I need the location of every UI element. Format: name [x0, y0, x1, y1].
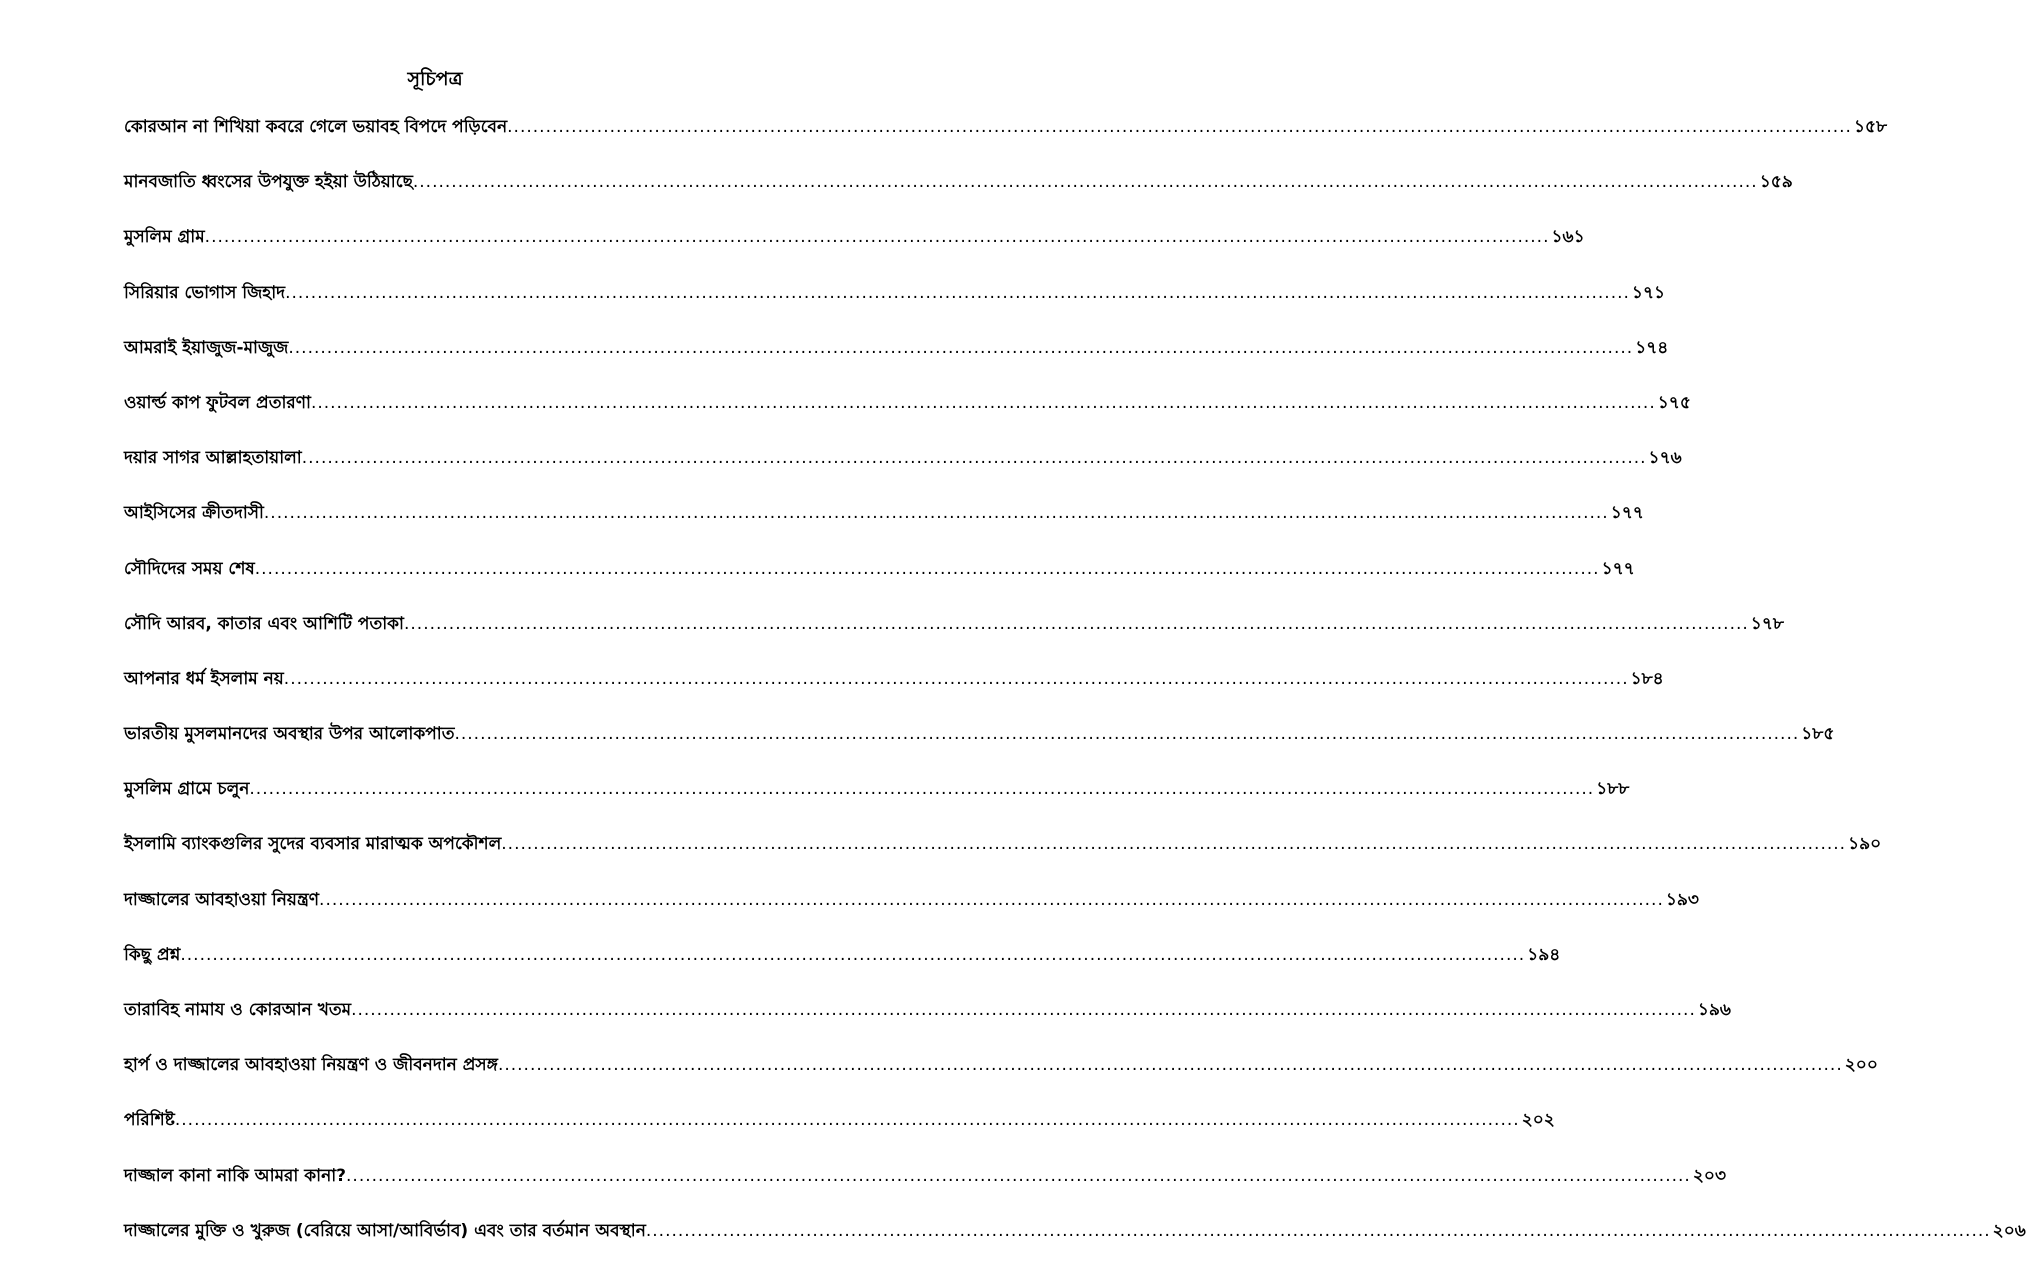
toc-entry: [124, 1105, 1555, 1160]
dot-leader: [180, 940, 1525, 970]
toc-entry: [124, 498, 1644, 553]
dot-leader: [346, 1161, 1691, 1191]
toc-entry-page: ১৯৩: [1665, 889, 1699, 910]
toc-entry: [124, 1216, 2026, 1271]
toc-entry-title: আমরাই ইয়াজুজ-মাজুজ: [124, 337, 289, 358]
toc-entry-page: ১৯৬: [1697, 1000, 1731, 1020]
toc-entry-page: ১৫৯: [1759, 172, 1793, 193]
dot-leader: [413, 167, 1758, 197]
toc-entry-page: ১৭৫: [1657, 392, 1691, 413]
toc-entry-title: তারাবিহ নামায ও কোরআন খতম: [124, 1000, 352, 1020]
toc-entry-page: ২০২: [1521, 1110, 1555, 1131]
toc-entry: [124, 443, 1682, 498]
toc-entry-page: ১৭৭: [1601, 558, 1635, 579]
toc-entry-page: ১৮৫: [1801, 724, 1835, 745]
page-title: সূচিপত্র: [407, 68, 463, 90]
toc-entry: [124, 333, 1669, 388]
dot-leader: [507, 112, 1852, 142]
toc-entry: [124, 1161, 1727, 1216]
toc-entry: [124, 885, 1699, 940]
toc-entry-page: ২০৬: [1992, 1220, 2026, 1241]
toc-entry-title: হার্প ও দাজ্জালের আবহাওয়া নিয়ন্ত্রণ ও জীবনদান প্রসঙ্গ: [124, 1055, 498, 1076]
dot-leader: [285, 278, 1630, 308]
dot-leader: [646, 1216, 1991, 1246]
toc-entry-page: ১৫৮: [1853, 117, 1888, 137]
toc-entry-title: ভারতীয় মুসলমানদের অবস্থার উপর আলোকপাত: [124, 724, 455, 745]
toc-entry-page: ১৭৪: [1635, 337, 1669, 358]
dot-leader: [302, 443, 1647, 473]
dot-leader: [175, 1105, 1520, 1135]
toc-entry-title: কিছু প্রশ্ন: [124, 944, 181, 965]
toc-entry: [124, 167, 1793, 222]
toc-entry-page: ১৬১: [1551, 227, 1585, 248]
toc-entry: [124, 554, 1635, 609]
dot-leader: [311, 388, 1656, 418]
dot-leader: [205, 222, 1550, 252]
toc-entry: [124, 222, 1585, 277]
toc-entry-title: কোরআন না শিখিয়া কবরে গেলে ভয়াবহ বিপদে পড়িবেন: [124, 117, 508, 137]
toc-entry-title: মুসলিম গ্রাম: [124, 227, 205, 248]
toc-entry-title: দাজ্জালের আবহাওয়া নিয়ন্ত্রণ: [124, 889, 320, 910]
toc-entry-title: ইসলামি ব্যাংকগুলির সুদের ব্যবসার মারাত্মক অপকৌশল: [124, 834, 502, 855]
toc-entry-title: মুসলিম গ্রামে চলুন: [124, 779, 250, 800]
dot-leader: [404, 609, 1749, 639]
toc-entry: [124, 995, 1731, 1050]
toc-entry: [124, 774, 1630, 829]
toc-entry-title: আইসিসের ক্রীতদাসী: [124, 503, 264, 524]
toc-entry-title: দাজ্জাল কানা নাকি আমরা কানা?: [124, 1165, 347, 1186]
toc-entry-page: ২০০: [1844, 1055, 1878, 1076]
dot-leader: [498, 1050, 1843, 1080]
dot-leader: [319, 885, 1664, 915]
toc-entry-page: ১৮৮: [1596, 779, 1630, 800]
toc-entry: [124, 940, 1561, 995]
dot-leader: [501, 829, 1846, 859]
dot-leader: [249, 774, 1594, 804]
toc-entry-page: ১৭৭: [1610, 503, 1644, 524]
table-of-contents: [124, 112, 2026, 1271]
toc-entry: [124, 609, 1784, 664]
toc-entry-title: দাজ্জালের মুক্তি ও খুরুজ (বেরিয়ে আসা/আবির্ভাব) এবং তার বর্তমান অবস্থান: [124, 1220, 646, 1241]
toc-entry-page: ২০৩: [1692, 1165, 1727, 1186]
toc-entry-page: ১৭১: [1631, 282, 1666, 303]
toc-entry-page: ১৯০: [1848, 834, 1882, 855]
dot-leader: [284, 664, 1629, 694]
toc-entry-title: সৌদিদের সময় শেষ: [124, 558, 255, 579]
dot-leader: [264, 498, 1609, 528]
dot-leader: [454, 719, 1799, 749]
toc-entry-page: ১৭৬: [1648, 448, 1682, 469]
toc-entry-page: ১৭৮: [1750, 613, 1784, 634]
toc-entry: [124, 388, 1691, 443]
toc-entry: [124, 278, 1666, 333]
toc-entry-title: ওয়ার্ল্ড কাপ ফুটবল প্রতারণা: [124, 392, 311, 413]
toc-entry-page: ১৮৪: [1630, 668, 1664, 689]
toc-entry: [124, 829, 1882, 884]
dot-leader: [288, 333, 1633, 363]
toc-entry: [124, 664, 1664, 719]
toc-entry-title: মানবজাতি ধ্বংসের উপযুক্ত হইয়া উঠিয়াছে: [124, 172, 413, 193]
toc-entry-title: সিরিয়ার ভোগাস জিহাদ: [124, 282, 286, 303]
dot-leader: [351, 995, 1696, 1025]
toc-entry-title: সৌদি আরব, কাতার এবং আশিটি পতাকা: [124, 613, 404, 634]
toc-entry-title: আপনার ধর্ম ইসলাম নয়: [124, 668, 284, 689]
toc-entry-title: দয়ার সাগর আল্লাহতায়ালা: [124, 448, 302, 469]
toc-entry-page: ১৯৪: [1527, 944, 1561, 965]
dot-leader: [255, 554, 1600, 584]
toc-entry-title: পরিশিষ্ট: [124, 1110, 175, 1131]
toc-entry: [124, 112, 1888, 167]
toc-entry: [124, 1050, 1878, 1105]
toc-entry: [124, 719, 1835, 774]
